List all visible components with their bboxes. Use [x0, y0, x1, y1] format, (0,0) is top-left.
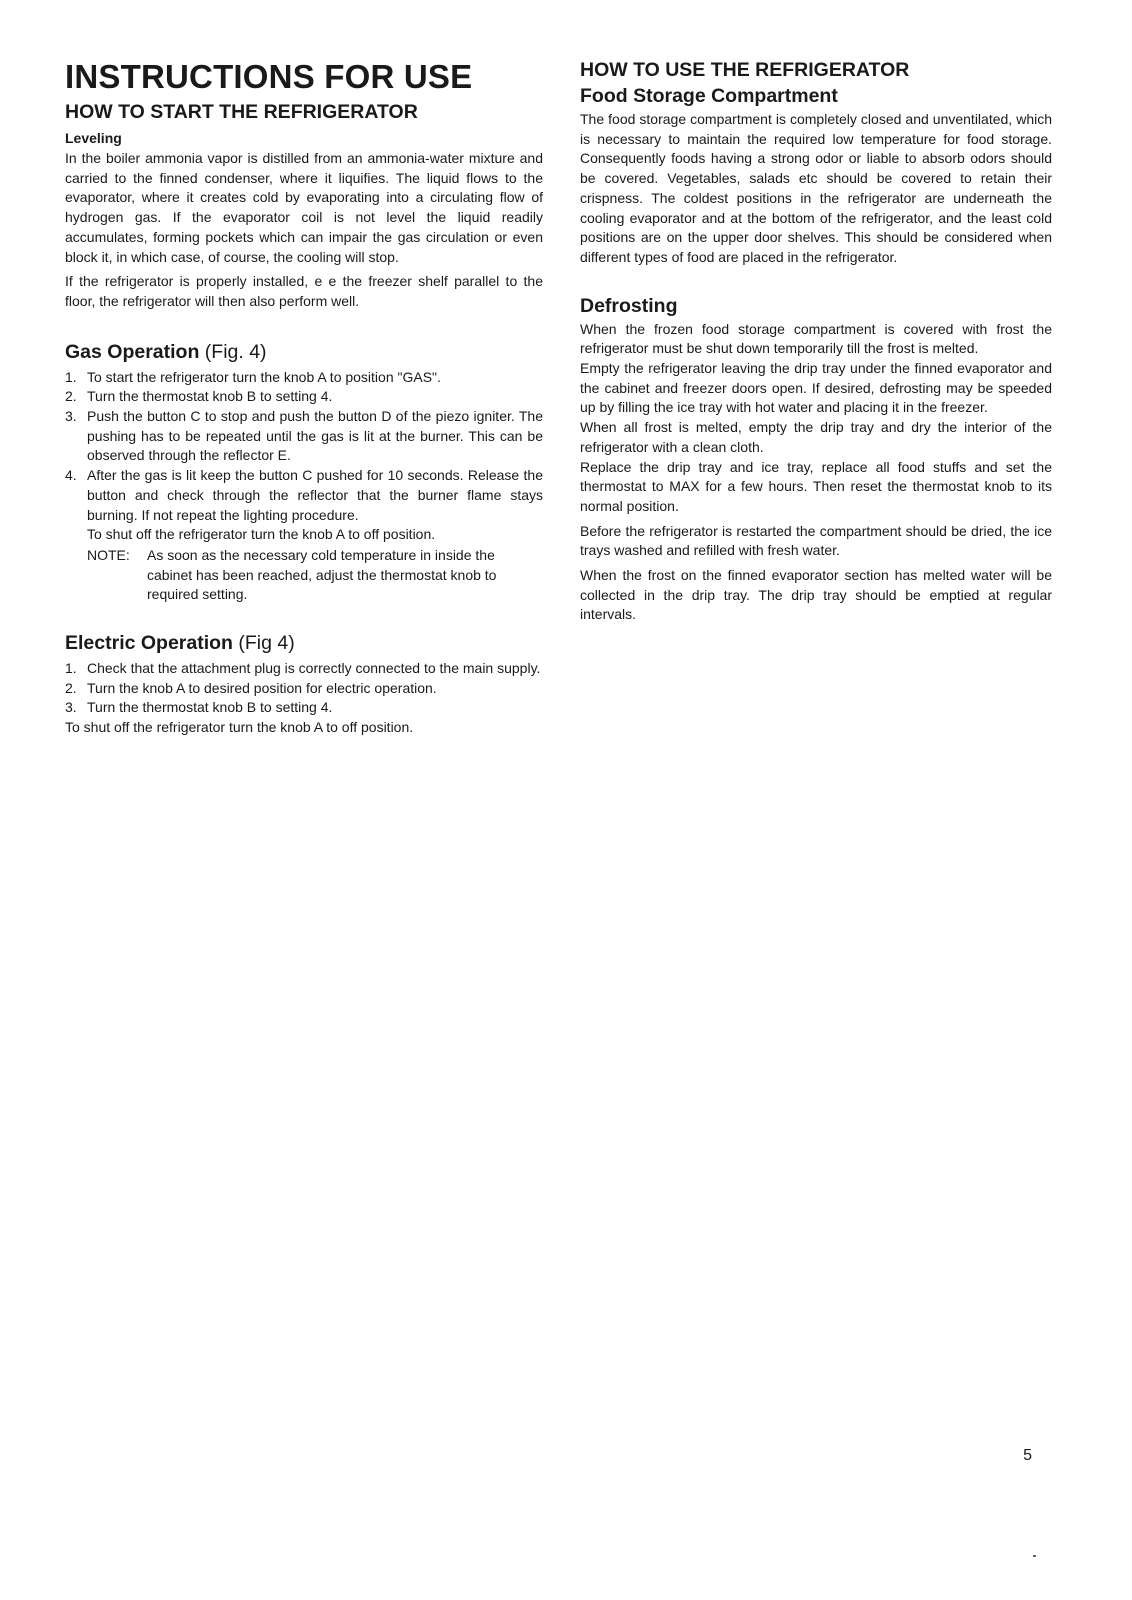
electric-operation-heading — [65, 631, 543, 655]
gas-note — [65, 546, 543, 605]
list-item — [65, 368, 543, 388]
step-text: After the gas is lit keep the button C pushed for 10 seconds. Release the button and check through the reflector that the burner flame stays burning. If not repeat the lighting procedure. — [87, 467, 543, 523]
leveling-paragraph: If the refrigerator is properly installed, e e the freezer shelf parallel to the floor, the refrigerator will then also perform well. — [65, 273, 543, 309]
defrosting-section — [580, 294, 1052, 626]
right-column — [580, 58, 1052, 625]
left-column — [65, 58, 543, 738]
step-text: Check that the attachment plug is correctly connected to the main supply. — [87, 660, 541, 677]
gas-steps-list — [65, 368, 543, 526]
gas-operation-heading — [65, 340, 543, 364]
defrosting-heading: Defrosting — [580, 294, 678, 317]
gas-operation-section — [65, 340, 543, 605]
step-number: 1. — [65, 368, 77, 385]
list-item — [65, 466, 543, 525]
note-text: As soon as the necessary cold temperature in inside the cabinet has been reached, adjust the thermostat knob to required setting. — [147, 546, 497, 603]
defrosting-paragraph: Empty the refrigerator leaving the drip tray under the finned evaporator and the cabinet and freezer doors open. If desired, defrosting may be speeded up by filling the ice tray with hot water and placing it in the freezer. — [580, 360, 1052, 416]
step-text: To start the refrigerator turn the knob A to position "GAS". — [87, 368, 441, 385]
step-text: Turn the thermostat knob B to setting 4. — [87, 388, 333, 405]
leveling-paragraph: In the boiler ammonia vapor is distilled from an ammonia-water mixture and carried to the finned condenser, where it liquifies. The liquid flows to the evaporator, where it creates cold by evaporating into a circulating flow of hydrogen gas. If the evaporator coil is not level the liquid readily accumulates, forming pockets which can impair the gas circulation or even block it, in which case, of course, the cooling will stop. — [65, 150, 543, 265]
electric-operation-figref: (Fig 4) — [238, 632, 295, 655]
list-item — [65, 407, 543, 466]
note-label: NOTE: — [87, 546, 130, 563]
step-number: 3. — [65, 408, 77, 425]
step-text: Turn the knob A to desired position for electric operation. — [87, 679, 437, 696]
step-text: Push the button C to stop and push the button D of the piezo igniter. The pushing has to be repeated until the gas is lit at the burner. This can be observed through the reflector E. — [87, 408, 543, 464]
section-title-start: HOW TO START THE REFRIGERATOR — [65, 101, 418, 123]
list-item — [65, 679, 543, 699]
defrosting-paragraph: When all frost is melted, empty the drip tray and dry the interior of the refrigerator with a clean cloth. — [580, 419, 1052, 455]
electric-operation-section — [65, 631, 543, 738]
page-title: INSTRUCTIONS FOR USE — [65, 58, 473, 95]
list-item — [65, 387, 543, 407]
list-item — [65, 659, 543, 679]
defrosting-paragraph: When the frost on the finned evaporator section has melted water will be collected in the drip tray. The drip tray should be emptied at regular intervals. — [580, 567, 1052, 623]
electric-shutoff-text: To shut off the refrigerator turn the knob A to off position. — [65, 719, 414, 736]
page-number: 5 — [1023, 1447, 1032, 1464]
food-storage-heading: Food Storage Compartment — [580, 85, 838, 107]
scan-speck — [1033, 1555, 1036, 1557]
electric-operation-title: Electric Operation — [65, 632, 233, 655]
section-title-use: HOW TO USE THE REFRIGERATOR — [580, 59, 910, 81]
list-item — [65, 698, 543, 718]
step-number: 2. — [65, 679, 77, 696]
defrosting-paragraph: Before the refrigerator is restarted the compartment should be dried, the ice trays washed and refilled with fresh water. — [580, 522, 1052, 559]
step-number: 1. — [65, 660, 77, 677]
defrosting-paragraph: When the frozen food storage compartment is covered with frost the refrigerator must be shut down temporarily till the frost is melted. — [580, 320, 1052, 357]
step-number: 3. — [65, 699, 77, 716]
step-number: 4. — [65, 467, 77, 484]
step-text: Turn the thermostat knob B to setting 4. — [87, 699, 333, 716]
leveling-heading: Leveling — [65, 130, 122, 146]
gas-operation-title: Gas Operation — [65, 340, 200, 363]
electric-steps-list — [65, 659, 543, 718]
gas-shutoff-text: To shut off the refrigerator turn the knob A to off position. — [87, 526, 436, 543]
defrosting-paragraph: Replace the drip tray and ice tray, replace all food stuffs and set the thermostat to MAX for a few hours. Then reset the thermostat knob to its normal position. — [580, 458, 1052, 514]
leveling-section — [65, 130, 543, 312]
food-storage-paragraph: The food storage compartment is completely closed and unventilated, which is necessary to maintain the required low temperature for food storage. Consequently foods having a strong odor or liable to absorb odors should be covered. Vegetables, salads etc should be covered to retain their crispness. The coldest positions in the refrigerator are underneath the cooling evaporator and at the bottom of the refrigerator, and the least cold positions are on the upper door shelves. This should be considered when different types of food are placed in the refrigerator. — [580, 111, 1052, 265]
step-number: 2. — [65, 388, 77, 405]
gas-operation-figref: (Fig. 4) — [204, 340, 267, 363]
